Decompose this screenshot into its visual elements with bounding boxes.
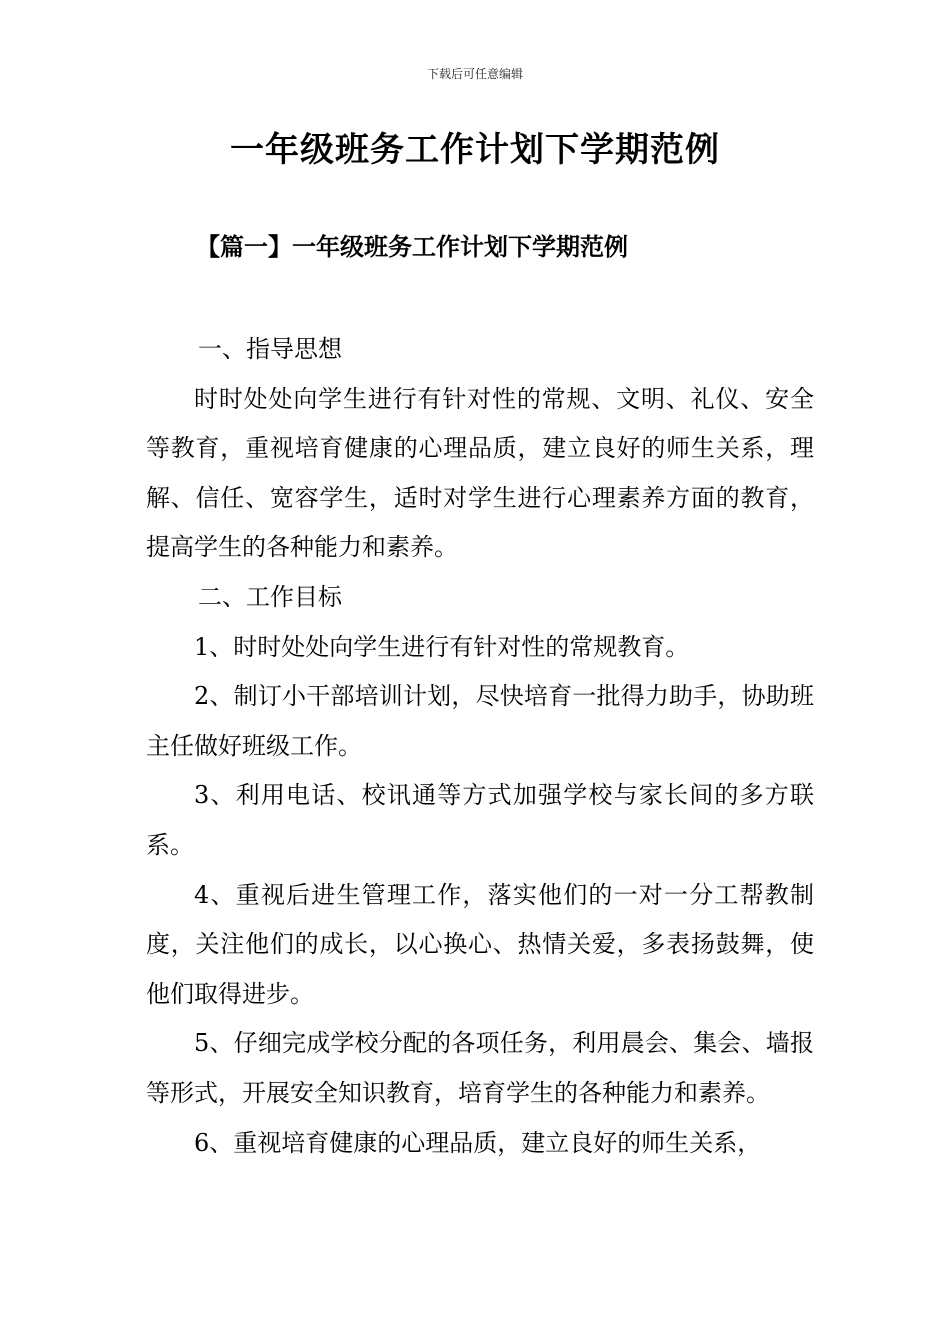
goal-item-6: 6、重视培育健康的心理品质，建立良好的师生关系， [194, 1128, 762, 1157]
section-heading: 【篇一】一年级班务工作计划下学期范例 [196, 232, 628, 261]
document-body [146, 325, 814, 1168]
goal-item-5: 5、仔细完成学校分配的各项任务，利用晨会、集会、墙报等形式，开展安全知识教育，培育学生的各种能力和素养。 [146, 1029, 814, 1107]
goal-item-3: 3、利用电话、校讯通等方式加强学校与家长间的多方联系。 [146, 781, 814, 859]
goal-item-1: 1、时时处处向学生进行有针对性的常规教育。 [194, 632, 690, 661]
goal-item-2: 2、制订小干部培训计划，尽快培育一批得力助手，协助班主任做好班级工作。 [146, 682, 814, 760]
document-title: 一年级班务工作计划下学期范例 [230, 130, 720, 170]
subheading-guiding-thought: 一、指导思想 [198, 335, 342, 363]
paragraph: 时时处处向学生进行有针对性的常规、文明、礼仪、安全等教育，重视培育健康的心理品质，建立良好的师生关系，理解、信任、宽容学生，适时对学生进行心理素养方面的教育，提高学生的各种能力和素养。 [146, 384, 814, 562]
subheading-work-goals: 二、工作目标 [198, 582, 342, 611]
goal-item-4: 4、重视后进生管理工作，落实他们的一对一分工帮教制度，关注他们的成长，以心换心、热情关爱，多表扬鼓舞，使他们取得进步。 [146, 880, 814, 1008]
header-note: 下载后可任意编辑 [426, 67, 523, 81]
